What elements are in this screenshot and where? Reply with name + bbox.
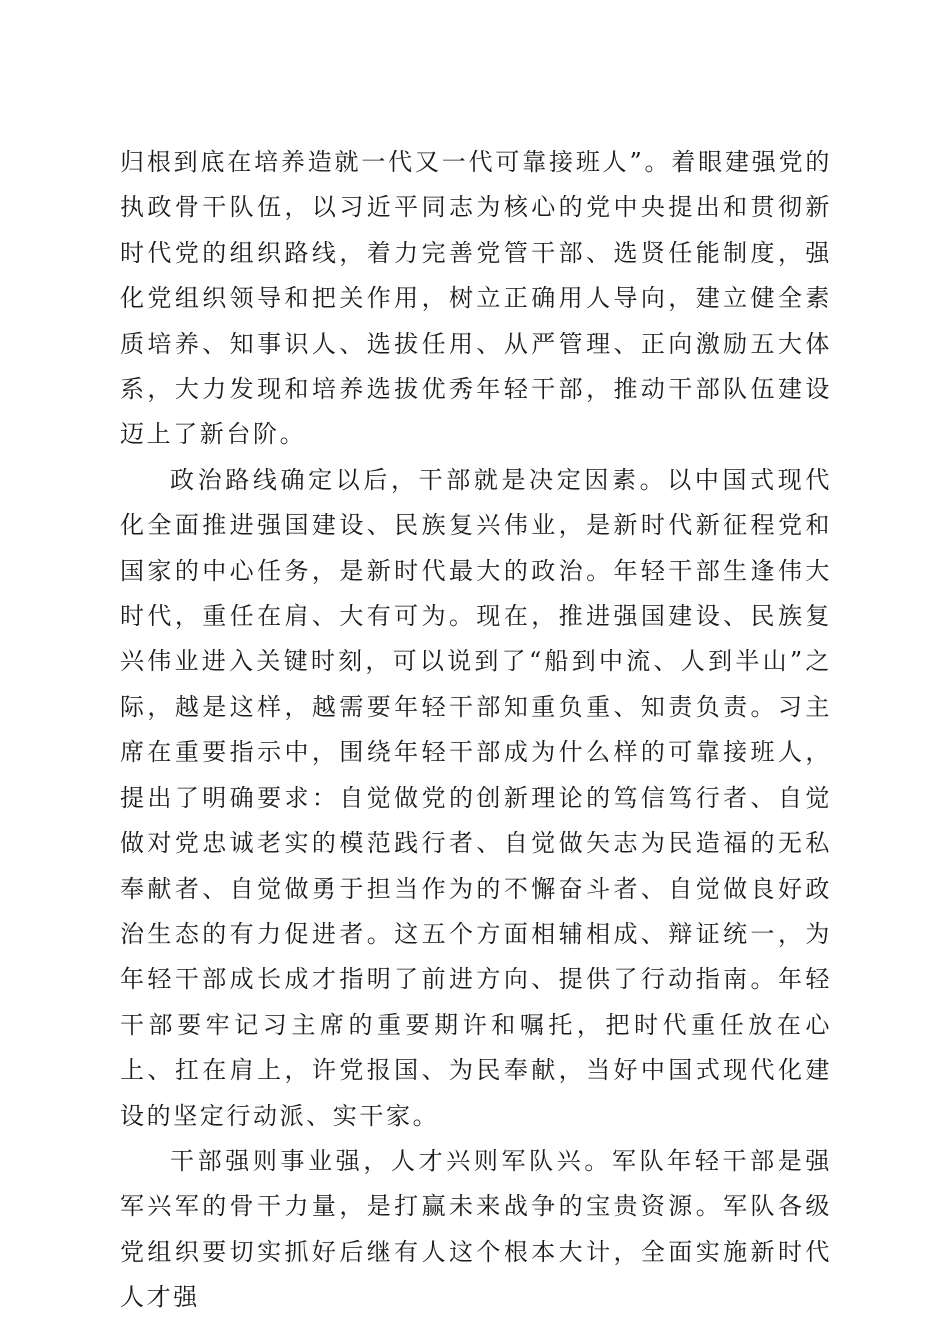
paragraph-continued: 归根到底在培养造就一代又一代可靠接班人”。着眼建强党的执政骨干队伍，以习近平同志为核心的党中央提出和贯彻新时代党的组织路线，着力完善党管干部、选贤任能制度，强化党组织领导和把关作用，树立正确用人导向，建立健全素质培养、知事识人、选拔任用、从严管理、正向激励五大体系，大力发现和培养选拔优秀年轻干部，推动干部队伍建设迈上了新台阶。 bbox=[120, 148, 832, 449]
document-body bbox=[120, 140, 832, 1321]
paragraph-military-cadres: 干部强则事业强，人才兴则军队兴。军队年轻干部是强军兴军的骨干力量，是打赢未来战争的宝贵资源。军队各级党组织要切实抓好后继有人这个根本大计，全面实施新时代人才强 bbox=[120, 1146, 832, 1312]
paragraph-political-line: 政治路线确定以后，干部就是决定因素。以中国式现代化全面推进强国建设、民族复兴伟业，是新时代新征程党和国家的中心任务，是新时代最大的政治。年轻干部生逢伟大时代，重任在肩、大有可为。现在，推进强国建设、民族复兴伟业进入关键时刻，可以说到了“船到中流、人到半山”之际，越是这样，越需要年轻干部知重负重、知责负责。习主席在重要指示中，围绕年轻干部成为什么样的可靠接班人，提出了明确要求：自觉做党的创新理论的笃信笃行者、自觉做对党忠诚老实的模范践行者、自觉做矢志为民造福的无私奉献者、自觉做勇于担当作为的不懈奋斗者、自觉做良好政治生态的有力促进者。这五个方面相辅相成、辩证统一，为年轻干部成长成才指明了前进方向、提供了行动指南。年轻干部要牢记习主席的重要期许和嘱托，把时代重任放在心上、扛在肩上，许党报国、为民奉献，当好中国式现代化建设的坚定行动派、实干家。 bbox=[120, 465, 832, 1130]
